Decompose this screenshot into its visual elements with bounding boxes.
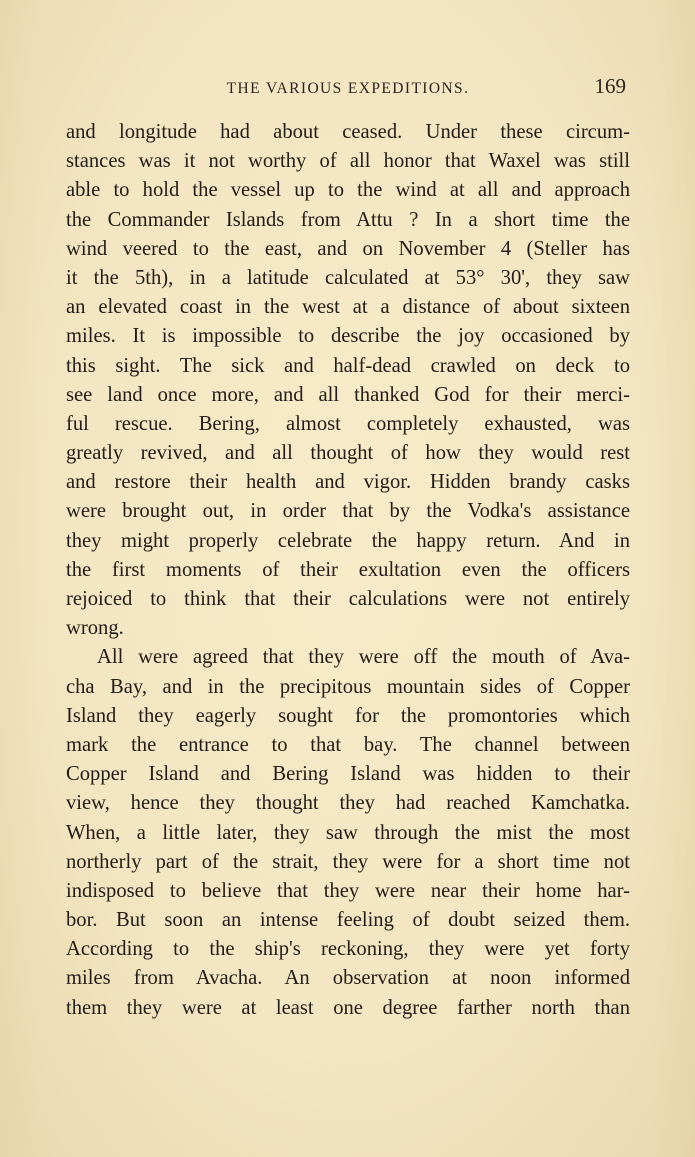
text-line: it the 5th), in a latitude calculated at 53° 30', they saw [66,266,630,289]
text-line: wrong. [66,617,124,640]
text-line: rejoiced to think that their calculations were not entirely [66,588,630,610]
page-header [66,74,630,102]
text-line: mark the entrance to that bay. The channel between [66,733,630,756]
paragraph-2 [66,643,630,1022]
text-line: cha Bay, and in the precipitous mountain sides of Copper [66,675,630,698]
text-line: miles from Avacha. An observation at noon informed [66,967,630,990]
text-line: this sight. The sick and half-dead crawled on deck to [66,354,630,377]
text-line: Copper Island and Bering Island was hidden to their [66,763,630,786]
page-number: 169 [594,74,626,98]
text-line: Island they eagerly sought for the promontories which [66,704,630,727]
text-line: they might properly celebrate the happy return. And in [66,529,630,552]
text-line: and restore their health and vigor. Hidden brandy casks [66,471,630,494]
text-line: view, hence they thought they had reached Kamchatka. [66,792,630,815]
paragraph-1 [66,118,630,643]
text-line: When, a little later, they saw through the mist the most [66,821,630,844]
text-line: stances was it not worthy of all honor that Waxel was still [66,150,630,173]
text-line: All were agreed that they were off the mouth of Ava- [97,646,630,669]
text-line: an elevated coast in the west at a distance of about sixteen [66,296,630,319]
text-line: them they were at least one degree farther north than [66,996,630,1019]
text-line: see land once more, and all thanked God for their merci- [66,383,630,406]
running-title: THE VARIOUS EXPEDITIONS. [226,80,470,97]
text-line: were brought out, in order that by the Vodka's assistance [66,500,630,523]
text-line: greatly revived, and all thought of how they would rest [66,442,630,465]
text-line: the Commander Islands from Attu ? In a short time the [66,208,630,231]
text-line: northerly part of the strait, they were for a short time not [66,850,630,873]
text-line: bor. But soon an intense feeling of doubt seized them. [66,909,630,932]
text-line: miles. It is impossible to describe the joy occasioned by [66,325,630,348]
text-line: wind veered to the east, and on November 4 (Steller has [66,237,630,260]
text-line: According to the ship's reckoning, they were yet forty [66,938,630,961]
body-text [66,118,630,1023]
text-line: and longitude had about ceased. Under these circum- [66,121,630,143]
text-line: indisposed to believe that they were near their home har- [66,879,630,902]
text-line: the first moments of their exultation even the officers [66,558,630,581]
text-line: ful rescue. Bering, almost completely exhausted, was [66,412,630,435]
text-line: able to hold the vessel up to the wind at all and approach [66,179,630,202]
